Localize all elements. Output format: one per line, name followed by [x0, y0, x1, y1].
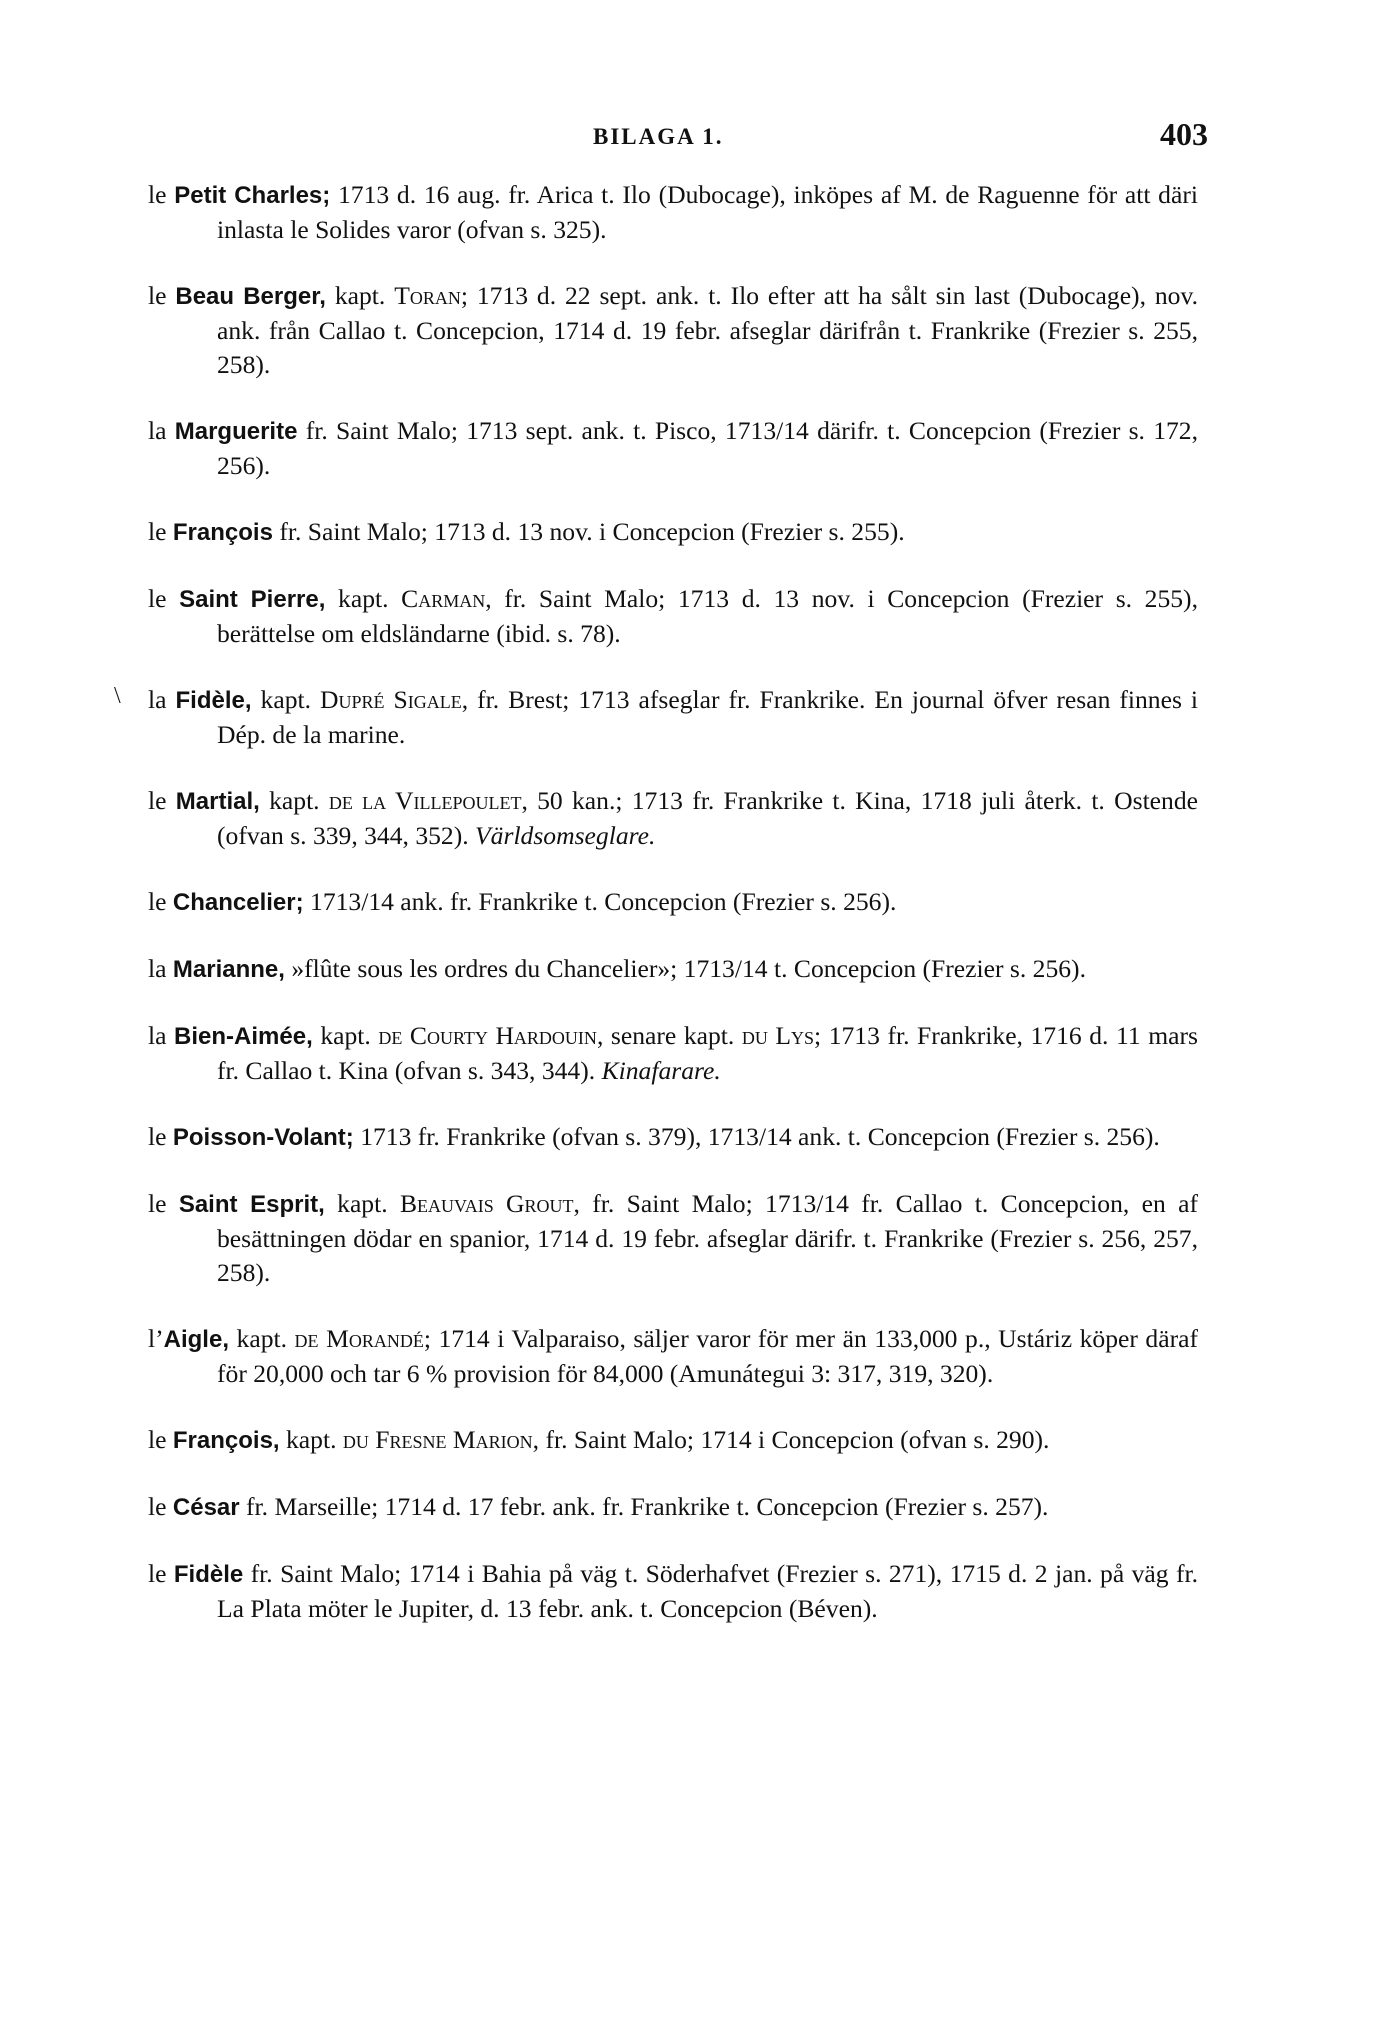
captain-name: de Courty Hardouin [378, 1021, 597, 1050]
article: le [148, 887, 167, 916]
ship-name: Saint Esprit, [178, 1191, 325, 1218]
entry [148, 582, 1198, 651]
captain-name: Carman [401, 584, 486, 613]
entry-text: , 50 kan.; 1713 fr. Frankrike t. Kina, 1718 juli återk. t. Ostende (ofvan s. 339, 344, 352). [217, 786, 1198, 850]
entry [148, 1557, 1198, 1626]
article: la [148, 416, 167, 445]
entry [148, 414, 1198, 483]
entry-text: »flûte sous les ordres du Chancelier»; 1713/14 t. Concepcion (Frezier s. 256). [291, 954, 1086, 983]
ship-name: Fidèle, [175, 687, 252, 714]
page-number: 403 [1160, 116, 1208, 152]
ship-name: Martial, [175, 788, 260, 815]
captain-prefix: kapt. [338, 584, 389, 613]
page [114, 110, 1208, 1658]
entry [114, 683, 1199, 752]
ship-name: François [172, 519, 273, 546]
article: le [148, 584, 167, 613]
entry-text: ; 1714 i Valparaiso, säljer varor för mer än 133,000 p., Ustáriz köper däraf för 20,000 och tar 6 % provision för 84,000 (Amunátegui 3: 317, 319, 320). [217, 1324, 1198, 1388]
entry-text: , fr. Saint Malo; 1713 d. 13 nov. i Concepcion (Frezier s. 255), berättelse om eldsländarne (ibid. s. 78). [217, 584, 1198, 648]
article: la [148, 954, 167, 983]
ship-name: Beau Berger, [175, 283, 326, 310]
article: le [148, 1122, 167, 1151]
captain-name: de la Villepoulet [328, 786, 522, 815]
captain-prefix: kapt. [236, 1324, 287, 1353]
entry [148, 1322, 1198, 1391]
ship-name: Poisson-Volant; [172, 1124, 354, 1151]
ship-name: Aigle, [163, 1326, 229, 1353]
ship-name: Marguerite [174, 418, 298, 445]
article: le [148, 180, 167, 209]
entry-text: 1713 d. 16 aug. fr. Arica t. Ilo (Dubocage), inköpes af M. de Raguenne för att däri inlasta le Solides varor (ofvan s. 325). [217, 180, 1198, 244]
article: la [148, 685, 167, 714]
entry-text: fr. Saint Malo; 1713 d. 13 nov. i Concepcion (Frezier s. 255). [279, 517, 905, 546]
entry-list [114, 178, 1199, 1626]
captain-prefix: kapt. [337, 1189, 388, 1218]
entry [148, 279, 1198, 382]
entry [148, 1187, 1198, 1290]
entry-text: 1713 fr. Frankrike (ofvan s. 379), 1713/14 ank. t. Concepcion (Frezier s. 256). [360, 1122, 1160, 1151]
captain-name: du Fresne Marion [342, 1425, 533, 1454]
captain-name: Dupré Sigale [320, 685, 462, 714]
ship-name: Chancelier; [172, 889, 304, 916]
entry-text-mid: , senare kapt. [596, 1021, 735, 1050]
article: l’ [148, 1324, 164, 1353]
entry-note: Världsomseglare. [475, 821, 656, 850]
article: le [148, 517, 167, 546]
entry [148, 515, 1198, 550]
entry [148, 1423, 1198, 1458]
entry [148, 1019, 1198, 1088]
entry-text: fr. Saint Malo; 1714 i Bahia på väg t. Söderhafvet (Frezier s. 271), 1715 d. 2 jan. på väg fr. La Plata möter le Jupiter, d. 13 febr. ank. t. Concepcion (Béven). [217, 1559, 1198, 1623]
page-header [148, 110, 1208, 158]
ship-name: Marianne, [172, 956, 285, 983]
article: le [148, 281, 167, 310]
entry-text: , fr. Brest; 1713 afseglar fr. Frankrike. En journal öfver resan finnes i Dép. de la marine. [217, 685, 1199, 749]
captain-name: Beauvais Grout [399, 1189, 574, 1218]
captain-prefix: kapt. [260, 685, 312, 714]
entry-note: Kinafarare. [601, 1056, 721, 1085]
ship-name: Saint Pierre, [179, 586, 326, 613]
article: le [148, 786, 167, 815]
entry [148, 1120, 1198, 1155]
captain-prefix: kapt. [320, 1021, 371, 1050]
entry [148, 178, 1198, 247]
entry-text: ; 1713 d. 22 sept. ank. t. Ilo efter att ha sålt sin last (Dubocage), nov. ank. från Callao t. Concepcion, 1714 d. 19 febr. afseglar därifrån t. Frankrike (Frezier s. 255, 258). [217, 281, 1198, 379]
entry [148, 784, 1198, 853]
captain-prefix: kapt. [269, 786, 320, 815]
entry [148, 952, 1198, 987]
ship-name: Petit Charles; [174, 182, 331, 209]
article: la [148, 1021, 167, 1050]
entry-text: , fr. Saint Malo; 1714 i Concepcion (ofvan s. 290). [532, 1425, 1050, 1454]
margin-mark: \ [114, 683, 121, 709]
entry-text: fr. Marseille; 1714 d. 17 febr. ank. fr. Frankrike t. Concepcion (Frezier s. 257). [246, 1492, 1049, 1521]
captain-prefix: kapt. [286, 1425, 337, 1454]
entry [148, 1490, 1198, 1525]
captain-name: de Morandé [294, 1324, 424, 1353]
ship-name: César [172, 1494, 240, 1521]
captain-name: Toran [394, 281, 461, 310]
ship-name: Bien-Aimée, [174, 1023, 313, 1050]
ship-name: Fidèle [173, 1561, 244, 1588]
entry-text: ; 1713 fr. Frankrike, 1716 d. 11 mars fr. Callao t. Kina (ofvan s. 343, 344). [217, 1021, 1198, 1085]
article: le [148, 1559, 167, 1588]
entry-text: fr. Saint Malo; 1713 sept. ank. t. Pisco, 1713/14 därifr. t. Concepcion (Frezier s. 172, 256). [217, 416, 1198, 480]
article: le [148, 1189, 167, 1218]
entry [148, 885, 1198, 920]
running-head: BILAGA 1. [593, 124, 724, 149]
entry-text: , fr. Saint Malo; 1713/14 fr. Callao t. Concepcion, en af besättningen dödar en spanior, 1714 d. 19 febr. afseglar därifr. t. Frankrike (Frezier s. 256, 257, 258). [217, 1189, 1198, 1287]
article: le [148, 1492, 167, 1521]
captain-prefix: kapt. [334, 281, 386, 310]
article: le [148, 1425, 167, 1454]
ship-name: François, [172, 1427, 280, 1454]
entry-text: 1713/14 ank. fr. Frankrike t. Concepcion (Frezier s. 256). [310, 887, 897, 916]
second-captain-name: du Lys [741, 1021, 815, 1050]
